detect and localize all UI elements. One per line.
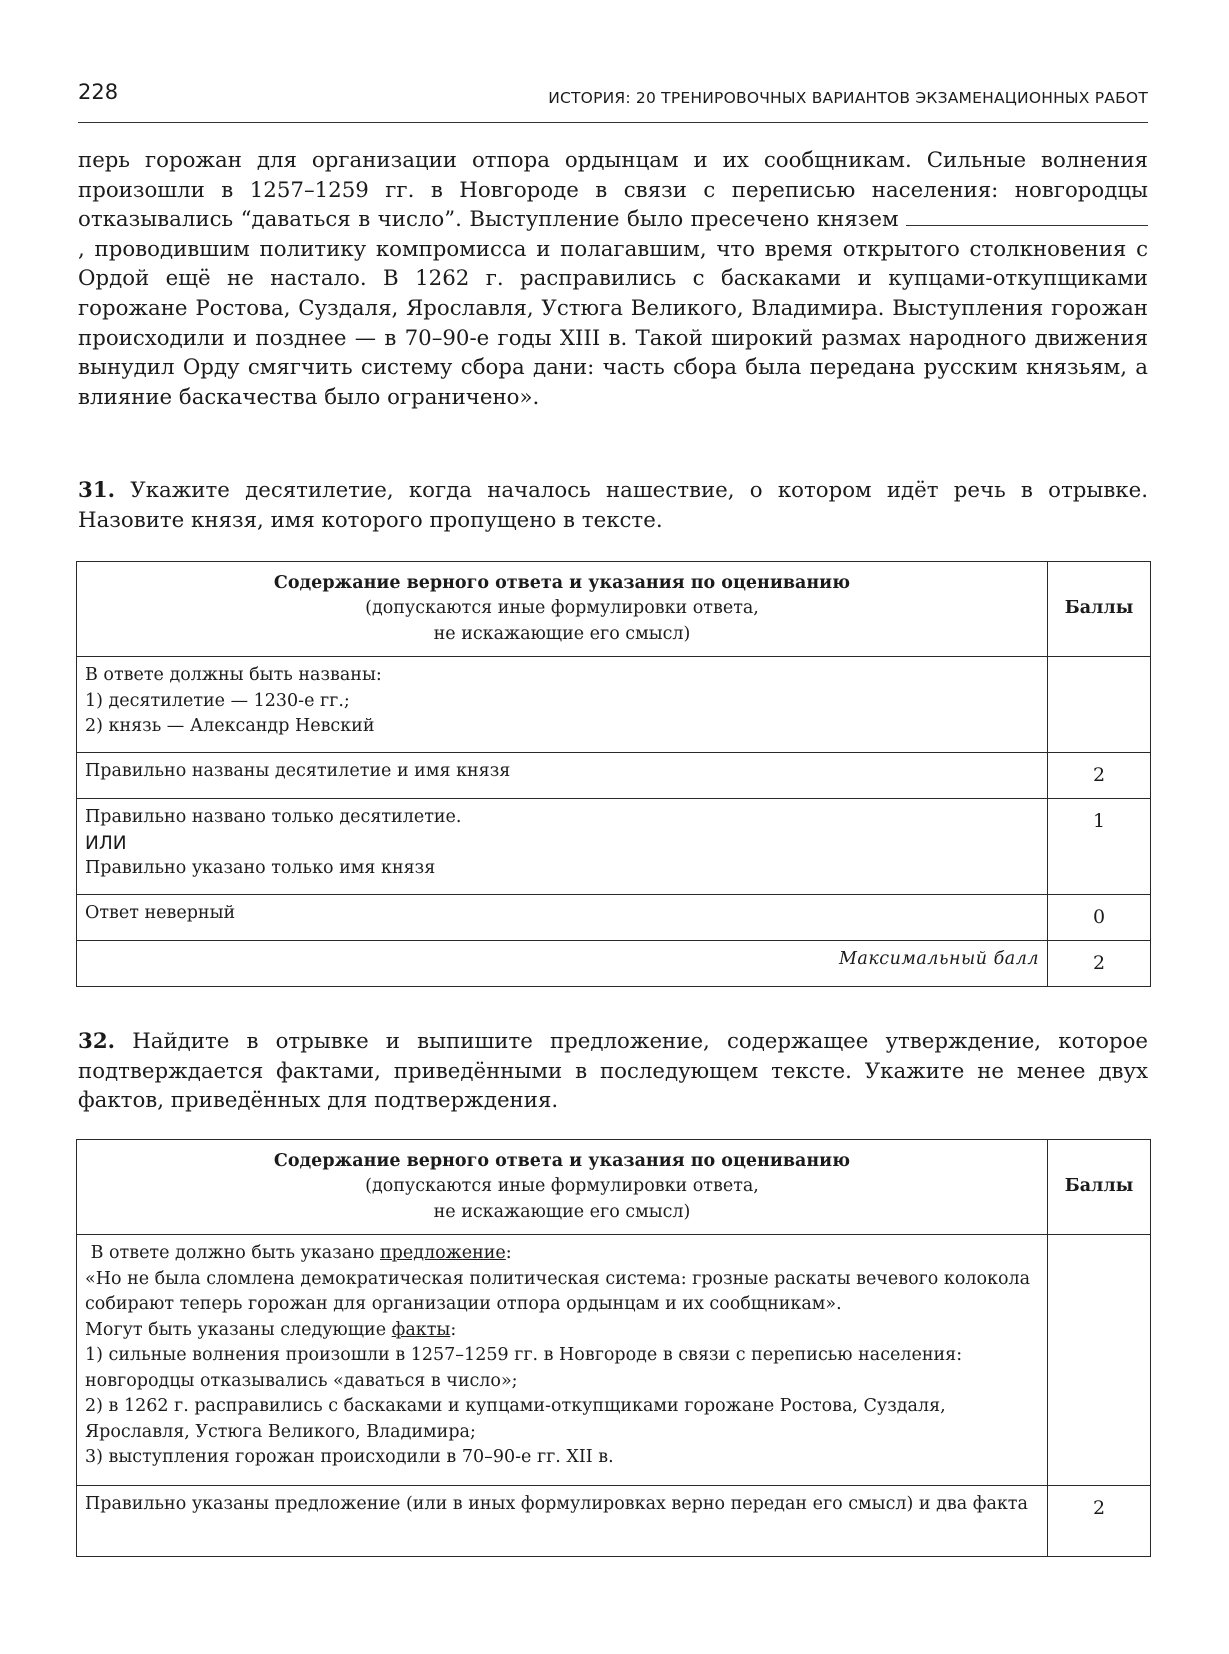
header-subtitle-1: (допускаются иные формулировки ответа,	[365, 598, 759, 619]
points-partial: 1	[1048, 799, 1151, 895]
table-row	[77, 941, 1151, 987]
answer-intro-underlined: предложение	[379, 1243, 506, 1263]
answer-cell	[77, 657, 1048, 753]
table-row	[77, 799, 1151, 895]
answer-intro	[85, 1241, 1039, 1267]
table-header-row	[77, 562, 1151, 657]
table-row	[77, 657, 1151, 753]
table-row	[77, 895, 1151, 941]
intro-paragraph	[78, 146, 1148, 412]
criterion-partial-a: Правильно названо только десятилетие.	[85, 807, 462, 827]
fact-item-3: 3) выступления горожан происходили в 70–90-е гг. XII в.	[85, 1447, 614, 1467]
blank-line	[906, 205, 1148, 226]
question-32-number: 32.	[78, 1029, 116, 1054]
header-subtitle-2: не искажающие его смысл)	[433, 1201, 691, 1222]
criterion-or: ИЛИ	[85, 832, 127, 854]
table-row	[77, 1486, 1151, 1557]
question-31-number: 31.	[78, 478, 116, 503]
intro-text-part1: перь горожан для организации отпора ордынцам и их сообщникам. Сильные волнения произошли в 1257–1259 гг. в Новгороде в связи с переписью населения: новгородцы отказывались “даваться в число”. Выступление было пресечено князем	[78, 148, 1148, 233]
criterion-full: Правильно указаны предложение (или в иных формулировках верно передан его смысл) и два факта	[77, 1486, 1048, 1557]
points-cell-empty	[1048, 657, 1151, 753]
fact-item-1: 1) сильные волнения произошли в 1257–1259 гг. в Новгороде в связи с переписью населения: новгородцы отказывались «даваться в число»;	[85, 1345, 963, 1391]
page-header	[78, 78, 1148, 123]
points-cell-empty	[1048, 1235, 1151, 1486]
answer-item-1: 1) десятилетие — 1230-е гг.;	[85, 690, 350, 711]
header-content-cell	[77, 562, 1048, 657]
fact-item-2: 2) в 1262 г. расправились с баскаками и купцами-откупщиками горожане Ростова, Суздаля, Ярославля, Устюга Великого, Владимира;	[85, 1396, 946, 1442]
question-31	[78, 476, 1148, 535]
answer-intro-a: В ответе должно быть указано	[90, 1243, 380, 1263]
page-number: 228	[78, 80, 119, 104]
answer-intro-b: :	[505, 1243, 512, 1263]
answer-item-2: 2) князь — Александр Невский	[85, 716, 375, 736]
header-title: Содержание верного ответа и указания по оцениванию	[273, 572, 851, 593]
points-wrong: 0	[1048, 895, 1151, 941]
table-row	[77, 753, 1151, 799]
header-title: Содержание верного ответа и указания по оцениванию	[273, 1150, 851, 1171]
answer-cell	[77, 1235, 1048, 1486]
criterion-partial	[77, 799, 1048, 895]
max-score-label: Максимальный балл	[77, 941, 1048, 987]
table-row	[77, 1235, 1151, 1486]
points-full: 2	[1048, 1486, 1151, 1557]
table-header-row	[77, 1140, 1151, 1235]
question-32-text: Найдите в отрывке и выпишите предложение, содержащее утверждение, которое подтверждается фактами, приведёнными в последующем тексте. Укажите не менее двух фактов, приведённых для подтверждения.	[78, 1029, 1148, 1114]
scoring-table-31	[76, 561, 1151, 987]
answer-intro: В ответе должны быть названы:	[85, 665, 382, 685]
max-score-points: 2	[1048, 941, 1151, 987]
facts-intro-a: Могут быть указаны следующие	[85, 1319, 392, 1340]
question-32	[78, 1027, 1148, 1116]
intro-text-part2: , проводившим политику компромисса и полагавшим, что время открытого столкновения с Ордой ещё не настало. В 1262 г. расправились с баскаками и купцами-откупщиками горожане Ростова, Суздаля, Ярославля, Устюга Великого, Владимира. Выступления горожан происходили и позднее — в 70–90-е годы XIII в. Такой широкий размах народного движения вынудил Орду смягчить систему сбора дани: часть сбора была передана русским князьям, а влияние баскачества было ограничено».	[78, 236, 1148, 410]
header-content-cell	[77, 1140, 1048, 1235]
header-subtitle-2: не искажающие его смысл)	[433, 623, 691, 644]
criterion-wrong: Ответ неверный	[77, 895, 1048, 941]
facts-intro	[85, 1318, 1039, 1344]
header-points-cell: Баллы	[1048, 1140, 1151, 1235]
header-points-cell: Баллы	[1048, 562, 1151, 657]
running-title: ИСТОРИЯ: 20 ТРЕНИРОВОЧНЫХ ВАРИАНТОВ ЭКЗАМЕНАЦИОННЫХ РАБОТ	[548, 89, 1148, 107]
criterion-partial-b: Правильно указано только имя князя	[85, 858, 436, 878]
criterion-full: Правильно названы десятилетие и имя князя	[77, 753, 1048, 799]
facts-intro-underlined: факты	[391, 1319, 451, 1340]
scoring-table-32	[76, 1139, 1151, 1557]
facts-intro-b: :	[450, 1319, 457, 1340]
question-31-text: Укажите десятилетие, когда началось нашествие, о котором идёт речь в отрывке. Назовите князя, имя которого пропущено в тексте.	[78, 478, 1148, 533]
header-subtitle-1: (допускаются иные формулировки ответа,	[365, 1176, 759, 1197]
points-full: 2	[1048, 753, 1151, 799]
answer-quote: «Но не была сломлена демократическая политическая система: грозные раскаты вечевого колокола собирают теперь горожан для организации отпора ордынцам и их сообщникам».	[85, 1268, 1031, 1314]
